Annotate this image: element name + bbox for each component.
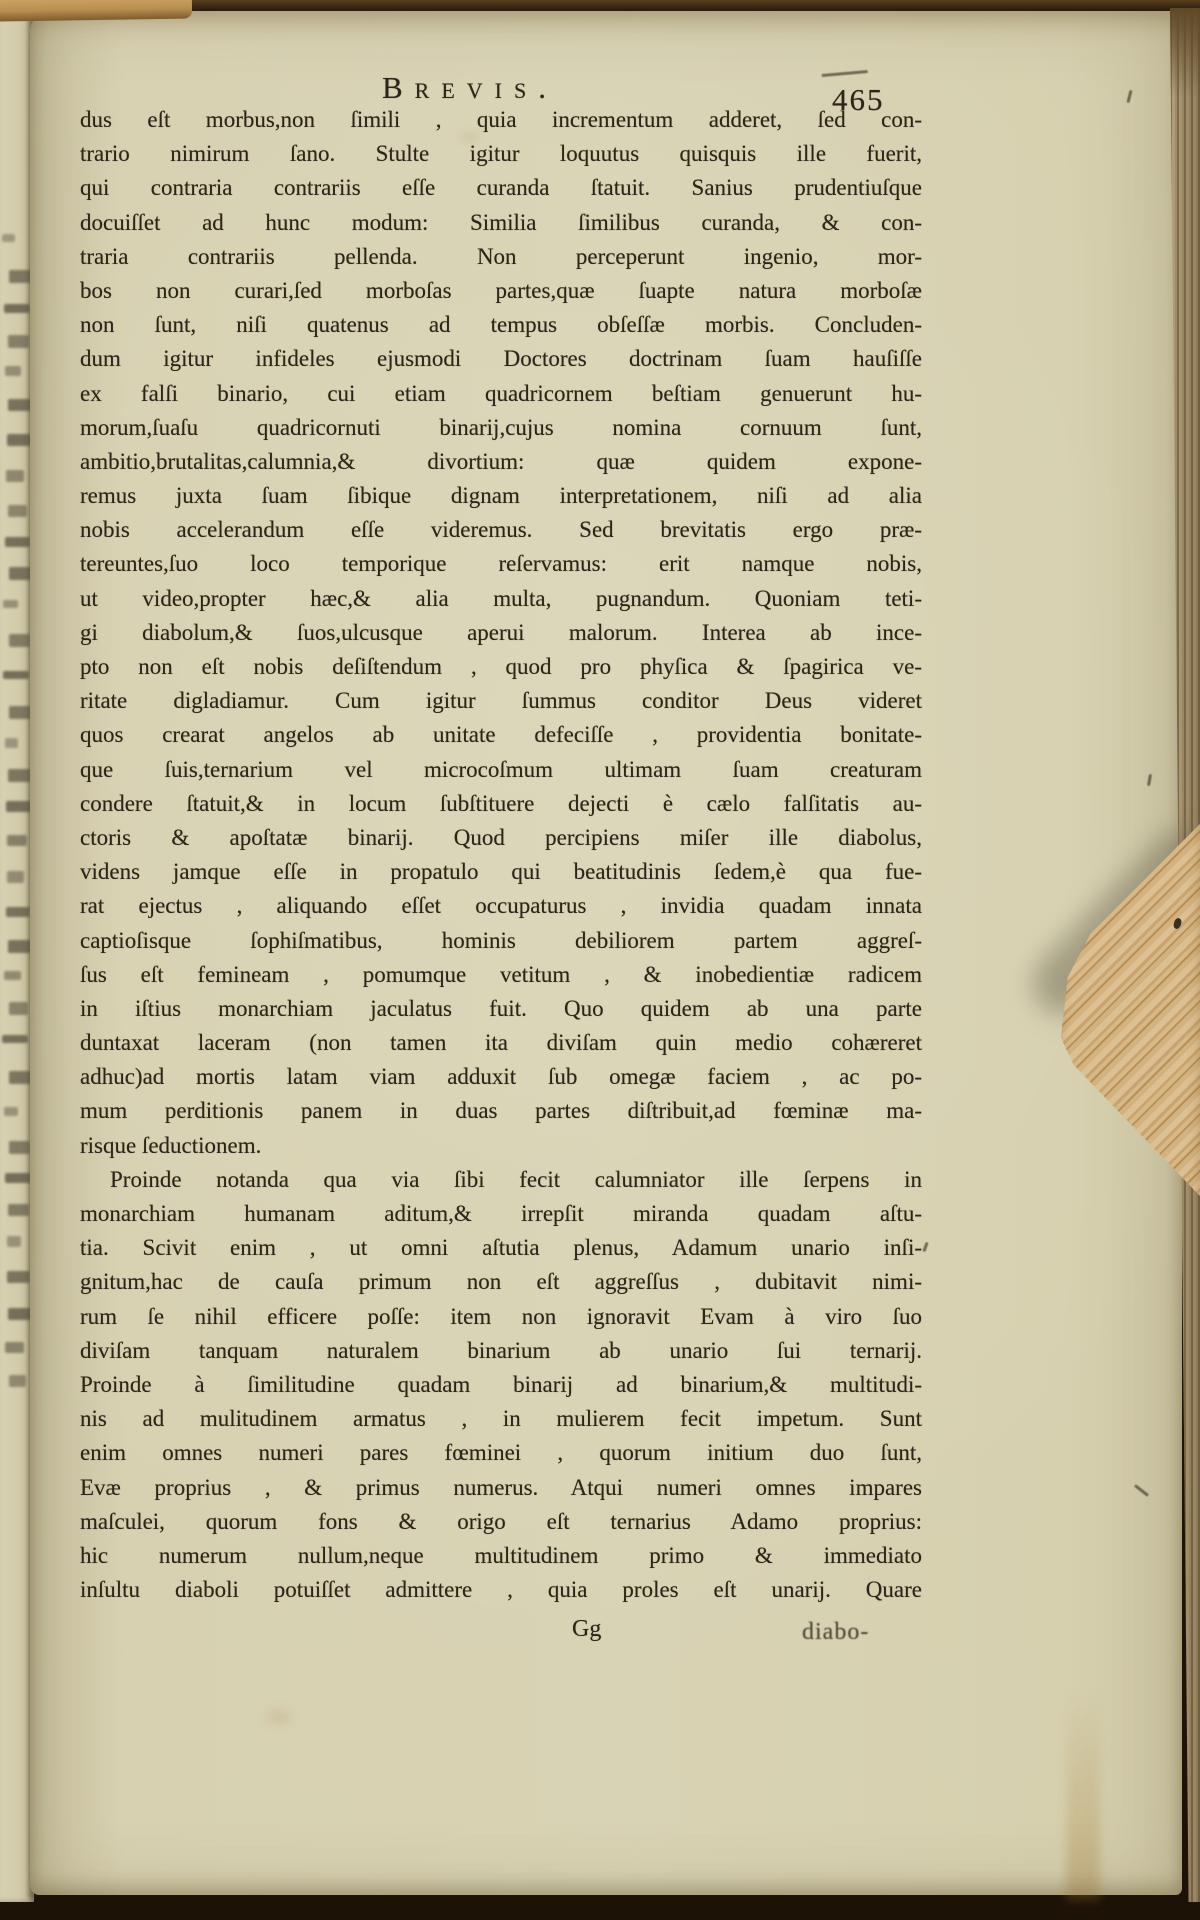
text-line: trario nimirum ſano. Stulte igitur loquutus quisquis ille fuerit, — [80, 141, 922, 167]
text-line: adhuc)ad mortis latam viam adduxit ſub omegæ faciem , ac po- — [80, 1064, 922, 1090]
catchword: diabo- — [802, 1619, 870, 1646]
text-line: morum,ſuaſu quadricornuti binarij,cujus nomina cornuum ſunt, — [80, 414, 922, 440]
text-line: remus juxta ſuam ſibique dignam interpretationem, niſi ad alia — [80, 483, 922, 509]
text-line: dum igitur infideles ejusmodi Doctores doctrinam ſuam hauſiſſe — [80, 346, 922, 372]
text-line: monarchiam humanam aditum,& irrepſit miranda quadam aſtu- — [80, 1201, 922, 1226]
text-line: Proinde notanda qua via ſibi fecit calumniator ille ſerpens in — [110, 1166, 922, 1192]
showthrough-text-mark — [8, 505, 27, 517]
text-line: qui contraria contrariis eſſe curanda ſtatuit. Sanius prudentiuſque — [80, 175, 922, 201]
text-line: condere ſtatuit,& in locum ſubſtituere dejecti è cælo falſitatis au- — [80, 790, 922, 816]
showthrough-text-mark — [6, 470, 24, 481]
text-line: non ſunt, niſi quatenus ad tempus obſeſſæ morbis. Concluden- — [80, 312, 922, 338]
text-line: traria contrariis pellenda. Non perceperunt ingenio, mor- — [80, 243, 922, 269]
text-line: dus eſt morbus,non ſimili , quia incrementum adderet, ſed con- — [80, 107, 922, 132]
text-line: rat ejectus , aliquando eſſet occupaturus , invidia quadam innata — [80, 893, 922, 919]
text-line: rum ſe nihil efficere poſſe: item non ignoravit Evam à viro ſuo — [80, 1303, 922, 1329]
text-line: captioſisque ſophiſmatibus, hominis debiliorem partem aggreſ- — [80, 927, 922, 953]
text-line: diviſam tanquam naturalem binarium ab unario ſui ternarij. — [80, 1337, 922, 1363]
text-line: tereuntes,ſuo loco temporique reſervamus: erit namque nobis, — [80, 551, 922, 577]
stain-streak — [1066, 1690, 1100, 1900]
text-line: ſus eſt femineam , pomumque vetitum , & inobedientiæ radicem — [80, 961, 922, 987]
signature-mark: Gg — [572, 1616, 602, 1643]
fox-spot — [266, 1709, 292, 1725]
text-line: ambitio,brutalitas,calumnia,& divortium: quæ quidem expone- — [80, 448, 922, 474]
text-line: in iſtius monarchiam jaculatus fuit. Quo quidem ab una parte — [80, 995, 922, 1021]
text-line: hic numerum nullum,neque multitudinem primo & immediato — [80, 1542, 922, 1568]
showthrough-text-mark — [3, 600, 18, 609]
showthrough-text-mark — [4, 1107, 18, 1116]
text-line: Evæ proprius , & primus numerus. Atqui numeri omnes impares — [80, 1474, 922, 1500]
text-line: gi diabolum,& ſuos,ulcusque aperui malorum. Interea ab ince- — [80, 619, 922, 645]
text-line: duntaxat laceram (non tamen ita diviſam quin medio cohæreret — [80, 1030, 922, 1056]
showthrough-text-mark — [9, 1375, 26, 1388]
text-line: Proinde à ſimilitudine quadam binarij ad binarium,& multitudi- — [80, 1371, 922, 1397]
text-line: nis ad mulitudinem armatus , in mulierem fecit impetum. Sunt — [80, 1406, 922, 1432]
text-line: tia. Scivit enim , ut omni aſtutia plenus, Adamum unario inſi- — [80, 1235, 922, 1261]
text-line: maſculei, quorum fons & origo eſt ternarius Adamo proprius: — [80, 1508, 922, 1534]
showthrough-text-mark — [5, 366, 21, 376]
text-line: inſultu diaboli potuiſſet admittere , quia proles eſt unarij. Quare — [80, 1577, 922, 1603]
text-line: ut video,propter hæc,& alia multa, pugnandum. Quoniam teti- — [80, 585, 922, 611]
showthrough-text-mark — [7, 835, 27, 847]
text-line: pto non eſt nobis deſiſtendum , quod pro phyſica & ſpagirica ve- — [80, 654, 922, 679]
showthrough-text-mark — [5, 738, 19, 748]
showthrough-text-mark — [3, 671, 29, 680]
showthrough-text-mark — [2, 234, 15, 242]
text-line: bos non curari,ſed morboſas partes,quæ ſuapte natura morboſæ — [80, 277, 922, 303]
text-line: enim omnes numeri pares fœminei , quorum initium duo ſunt, — [80, 1440, 922, 1466]
text-line: que ſuis,ternarium vel microcoſmum ultimam ſuam creaturam — [80, 756, 922, 782]
text-line: docuiſſet ad hunc modum: Similia ſimilibus curanda, & con- — [80, 209, 922, 235]
showthrough-text-mark — [4, 971, 21, 980]
text-line: mum perditionis panem in duas partes diſtribuit,ad fœminæ ma- — [80, 1098, 922, 1124]
text-line: ex falſi binario, cui etiam quadricornem beſtiam genuerunt hu- — [80, 380, 922, 406]
body-text — [80, 103, 922, 1646]
showthrough-text-mark — [2, 1035, 28, 1043]
showthrough-text-mark — [7, 1236, 21, 1247]
showthrough-text-mark — [7, 871, 24, 883]
page-number: 465 — [832, 82, 885, 117]
text-line: risque ſeductionem. — [80, 1132, 262, 1158]
text-line: gnitum,hac de cauſa primum non eſt aggreſſus , dubitavit nimi- — [80, 1269, 922, 1295]
text-line: videns jamque eſſe in propatulo qui beatitudinis ſedem,è qua fue- — [80, 859, 922, 885]
text-line: ctoris & apoſtatæ binarij. Quod percipiens miſer ille diabolus, — [80, 824, 922, 850]
showthrough-text-mark — [5, 1342, 24, 1352]
binding-headband — [0, 0, 192, 22]
text-line: ritate digladiamur. Cum igitur ſummus conditor Deus videret — [80, 688, 922, 714]
text-line: nobis accelerandum eſſe videremus. Sed brevitatis ergo præ- — [80, 517, 922, 543]
text-line: quos crearat angelos ab unitate defeciſſe , providentia bonitate- — [80, 722, 922, 748]
signature-row — [80, 1607, 922, 1646]
running-header: Brevis. — [382, 70, 558, 105]
